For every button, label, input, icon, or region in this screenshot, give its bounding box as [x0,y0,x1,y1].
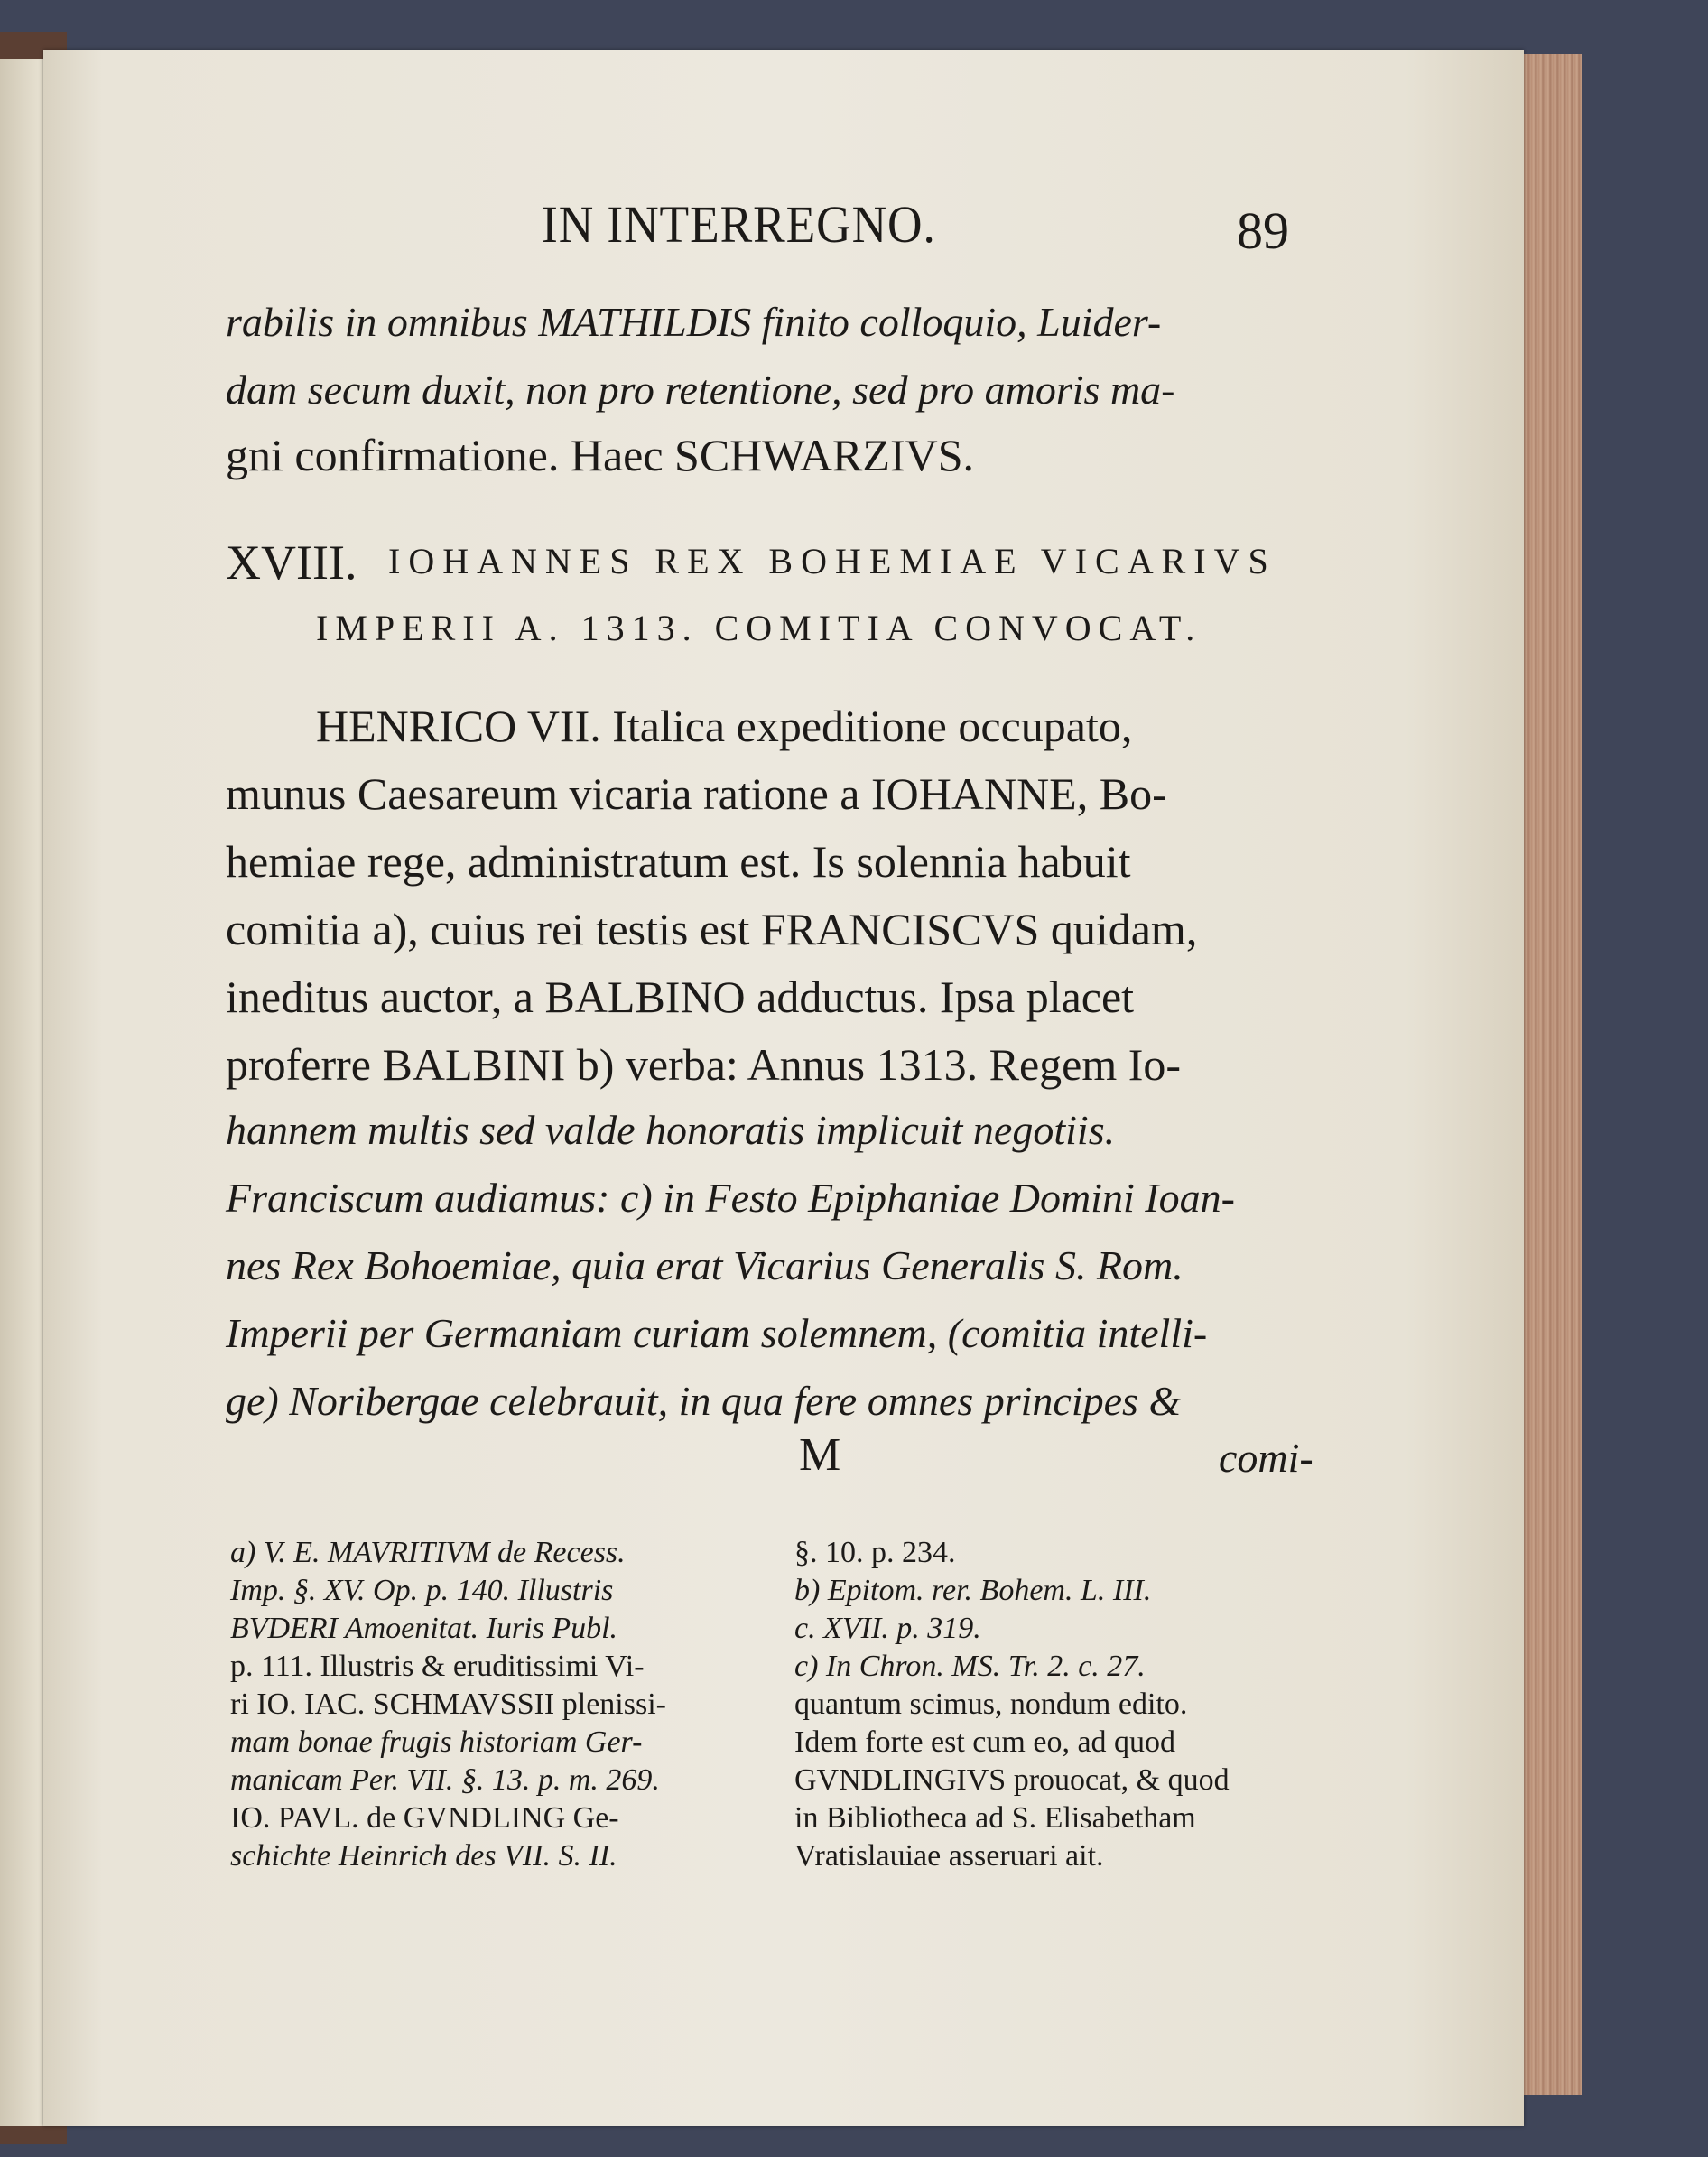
catchword: comi- [1219,1435,1313,1481]
footnote-line: IO. PAVL. de GVNDLING Ge- [230,1801,619,1835]
intro-line: dam secum duxit, non pro retentione, sed pro amoris ma- [226,367,1175,413]
footnote-line: quantum scimus, nondum edito. [794,1687,1188,1721]
footnote-line: GVNDLINGIVS prouocat, & quod [794,1763,1230,1797]
footnote-line: Imp. §. XV. Op. p. 140. Illustris [230,1574,614,1607]
body-line: Imperii per Germaniam curiam solemnem, (comitia intelli- [226,1310,1208,1356]
body-line: hemiae rege, administratum est. Is solennia habuit [226,836,1131,887]
body-line: hannem multis sed valde honoratis implicuit negotiis. [226,1107,1116,1153]
intro-line: rabilis in omnibus MATHILDIS finito colloquio, Luider- [226,299,1162,345]
page-number: 89 [1237,201,1289,260]
footnote-line: mam bonae frugis historiam Ger- [230,1725,643,1759]
body-line: nes Rex Bohoemiae, quia erat Vicarius Generalis S. Rom. [226,1242,1184,1288]
body-line: ge) Noribergae celebrauit, in qua fere omnes principes & [226,1378,1182,1424]
footnote-line: schichte Heinrich des VII. S. II. [230,1839,617,1873]
footnote-line: c) In Chron. MS. Tr. 2. c. 27. [794,1650,1146,1683]
body-line: Franciscum audiamus: c) in Festo Epiphaniae Domini Ioan- [226,1175,1235,1221]
body-line: munus Caesareum vicaria ratione a IOHANNE, Bo- [226,768,1167,819]
section-title-line-2: IMPERII A. 1313. COMITIA CONVOCAT. [316,608,1202,648]
body-line: comitia a), cuius rei testis est FRANCISCVS quidam, [226,904,1198,954]
footnote-line: §. 10. p. 234. [794,1536,956,1569]
footnote-line: p. 111. Illustris & eruditissimi Vi- [230,1650,645,1683]
footnote-line: c. XVII. p. 319. [794,1612,981,1645]
running-header: IN INTERREGNO. [542,195,936,254]
section-title-line-1: IOHANNES REX BOHEMIAE VICARIVS [388,541,1276,581]
footnote-line: b) Epitom. rer. Bohem. L. III. [794,1574,1152,1607]
footnote-line: a) V. E. MAVRITIVM de Recess. [230,1536,626,1569]
section-number: XVIII. [226,535,357,590]
footnote-line: BVDERI Amoenitat. Iuris Publ. [230,1612,618,1645]
footnote-line: Idem forte est cum eo, ad quod [794,1725,1176,1759]
body-line: HENRICO VII. Italica expeditione occupato, [316,701,1133,751]
footnote-line: in Bibliotheca ad S. Elisabetham [794,1801,1196,1835]
signature-mark: M [799,1429,841,1481]
footnote-line: manicam Per. VII. §. 13. p. m. 269. [230,1763,660,1797]
intro-line: gni confirmatione. Haec SCHWARZIVS. [226,430,975,480]
footnote-line: ri IO. IAC. SCHMAVSSII plenissi- [230,1687,666,1721]
footnote-line: Vratislauiae asseruari ait. [794,1839,1104,1873]
body-line: ineditus auctor, a BALBINO adductus. Ipsa placet [226,972,1135,1022]
body-line: proferre BALBINI b) verba: Annus 1313. Regem Io- [226,1039,1182,1090]
